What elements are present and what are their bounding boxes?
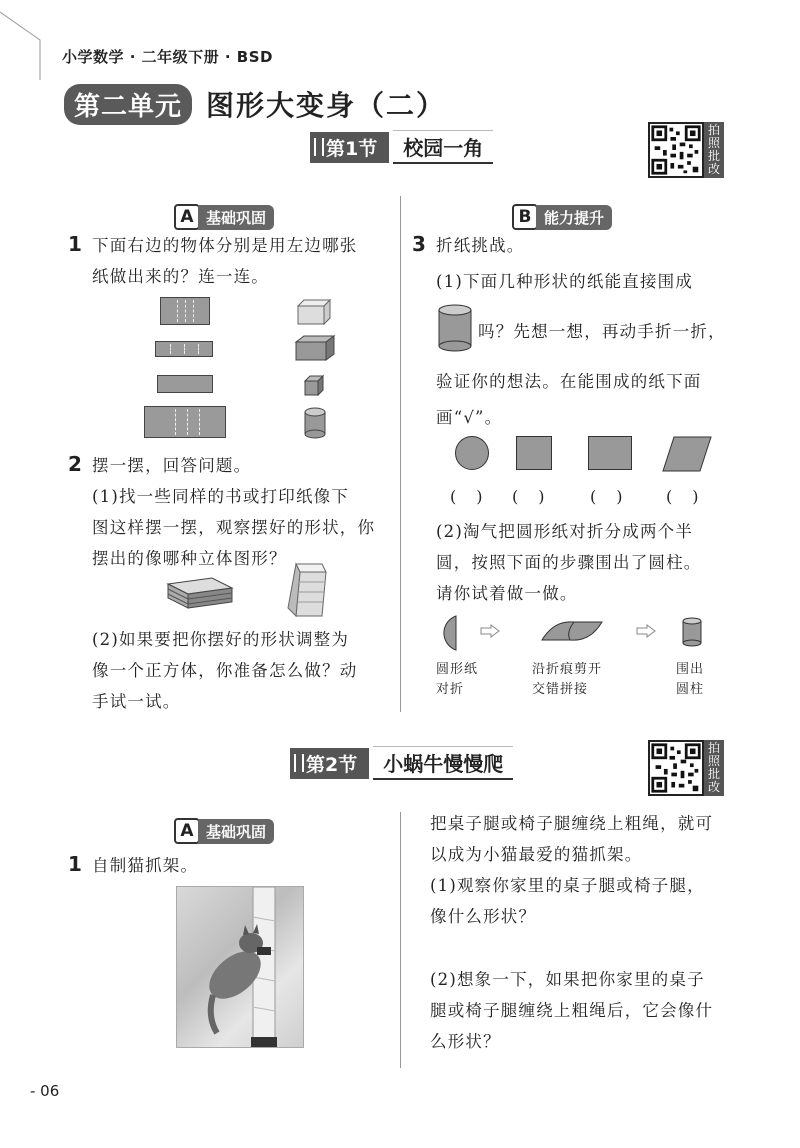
column-divider-2 (400, 812, 401, 1068)
circle-paper (455, 436, 489, 470)
cat-scratcher-photo (176, 886, 304, 1048)
paper-1 (160, 297, 210, 325)
cuboid-object (294, 334, 338, 364)
half-circle-step (436, 614, 462, 652)
q3-p1-line1: (1)下面几种形状的纸能直接围成 (436, 272, 694, 291)
rectangle-paper (588, 436, 632, 470)
square-paper (516, 436, 552, 470)
page-number: - 06 (30, 1082, 60, 1100)
s2-right-text: 把桌子腿或椅子腿缠绕上粗绳，就可 以成为小猫最爱的猫抓架。 (1)观察你家里的桌子腿或椅子腿， 像什么形状？ (2)想象一下，如果把你家里的桌子 腿或椅子腿缠绕上粗绳后，它会像什 么形状？ (430, 814, 714, 1051)
answer-paren-2[interactable]: ( ) (512, 487, 547, 506)
qr-code-icon[interactable] (648, 740, 704, 796)
level-a-label: A 基础巩固 (174, 204, 274, 230)
qr-block-1[interactable] (648, 122, 724, 178)
qr-label-1: 拍 照 批 改 (704, 122, 724, 178)
cylinder-object (302, 407, 328, 439)
section2-title (290, 746, 513, 780)
section1-number: 第1节 (310, 132, 389, 163)
arrow-right-icon (480, 624, 500, 638)
q3-p1-line4: 画“√”。 (436, 408, 503, 427)
arrow-right-icon (636, 624, 656, 638)
unit-badge: 第二单元 (64, 84, 192, 125)
step-caption-1: 圆形纸 对折 (436, 662, 479, 697)
qr-code-icon[interactable] (648, 122, 704, 178)
cylinder-result-step (680, 616, 704, 648)
open-box-object (294, 296, 334, 328)
answer-paren-3[interactable]: ( ) (590, 487, 625, 506)
parallelogram-paper (662, 436, 712, 472)
q3-p1-line3: 验证你的想法。在能围成的纸下面 (436, 372, 702, 391)
q2-number: 2 (68, 452, 82, 476)
s2-q1-title: 自制猫抓架。 (92, 856, 199, 875)
q1-number: 1 (68, 232, 82, 256)
paper-4 (144, 406, 226, 438)
section2-name: 小蜗牛慢慢爬 (373, 746, 513, 780)
q3-title: 折纸挑战。 (436, 236, 525, 255)
unit-title (64, 82, 446, 126)
q1-text: 下面右边的物体分别是用左边哪张 纸做出来的？连一连。 (92, 236, 358, 286)
paper-2 (155, 341, 213, 357)
stacked-paper-image (282, 562, 328, 620)
corner-decoration (0, 0, 60, 80)
step-caption-3: 围出 圆柱 (676, 662, 705, 697)
s2-q1-number: 1 (68, 852, 82, 876)
paper-3 (157, 375, 213, 393)
q3-p1-line2: 吗？先想一想，再动手折一折， (478, 322, 726, 341)
level-a-label-2: A 基础巩固 (174, 818, 274, 844)
cylinder-icon (436, 303, 474, 353)
answer-paren-1[interactable]: ( ) (450, 487, 485, 506)
q3-number: 3 (412, 232, 426, 256)
answer-paren-4[interactable]: ( ) (666, 487, 701, 506)
q2-part2-text: (2)如果要把你摆好的形状调整为 像一个正方体，你准备怎么做？动 手试一试。 (92, 630, 358, 711)
q3-p2-text: (2)淘气把圆形纸对折分成两个半 圆，按照下面的步骤围出了圆柱。 请你试着做一做。 (436, 522, 702, 603)
q2-text: 摆一摆，回答问题。 (1)找一些同样的书或打印纸像下 图这样摆一摆，观察摆好的形状，你 摆出的像哪种立体图形？ (92, 456, 376, 568)
level-b-label: B 能力提升 (512, 204, 612, 230)
section2-number: 第2节 (290, 748, 369, 779)
unit-name: 图形大变身（二） (206, 89, 447, 122)
section1-title (310, 130, 493, 164)
cat-image (177, 887, 303, 1047)
stacked-books-image (164, 570, 236, 612)
cube-object (302, 374, 326, 398)
running-header: 小学数学 · 二年级下册 · BSD (62, 48, 273, 66)
step-caption-2: 沿折痕剪开 交错拼接 (532, 662, 603, 697)
section1-name: 校园一角 (393, 130, 493, 164)
qr-label-2: 拍 照 批 改 (704, 740, 724, 796)
joined-halves-step (540, 618, 604, 644)
qr-block-2[interactable] (648, 740, 724, 796)
column-divider-1 (400, 196, 401, 712)
